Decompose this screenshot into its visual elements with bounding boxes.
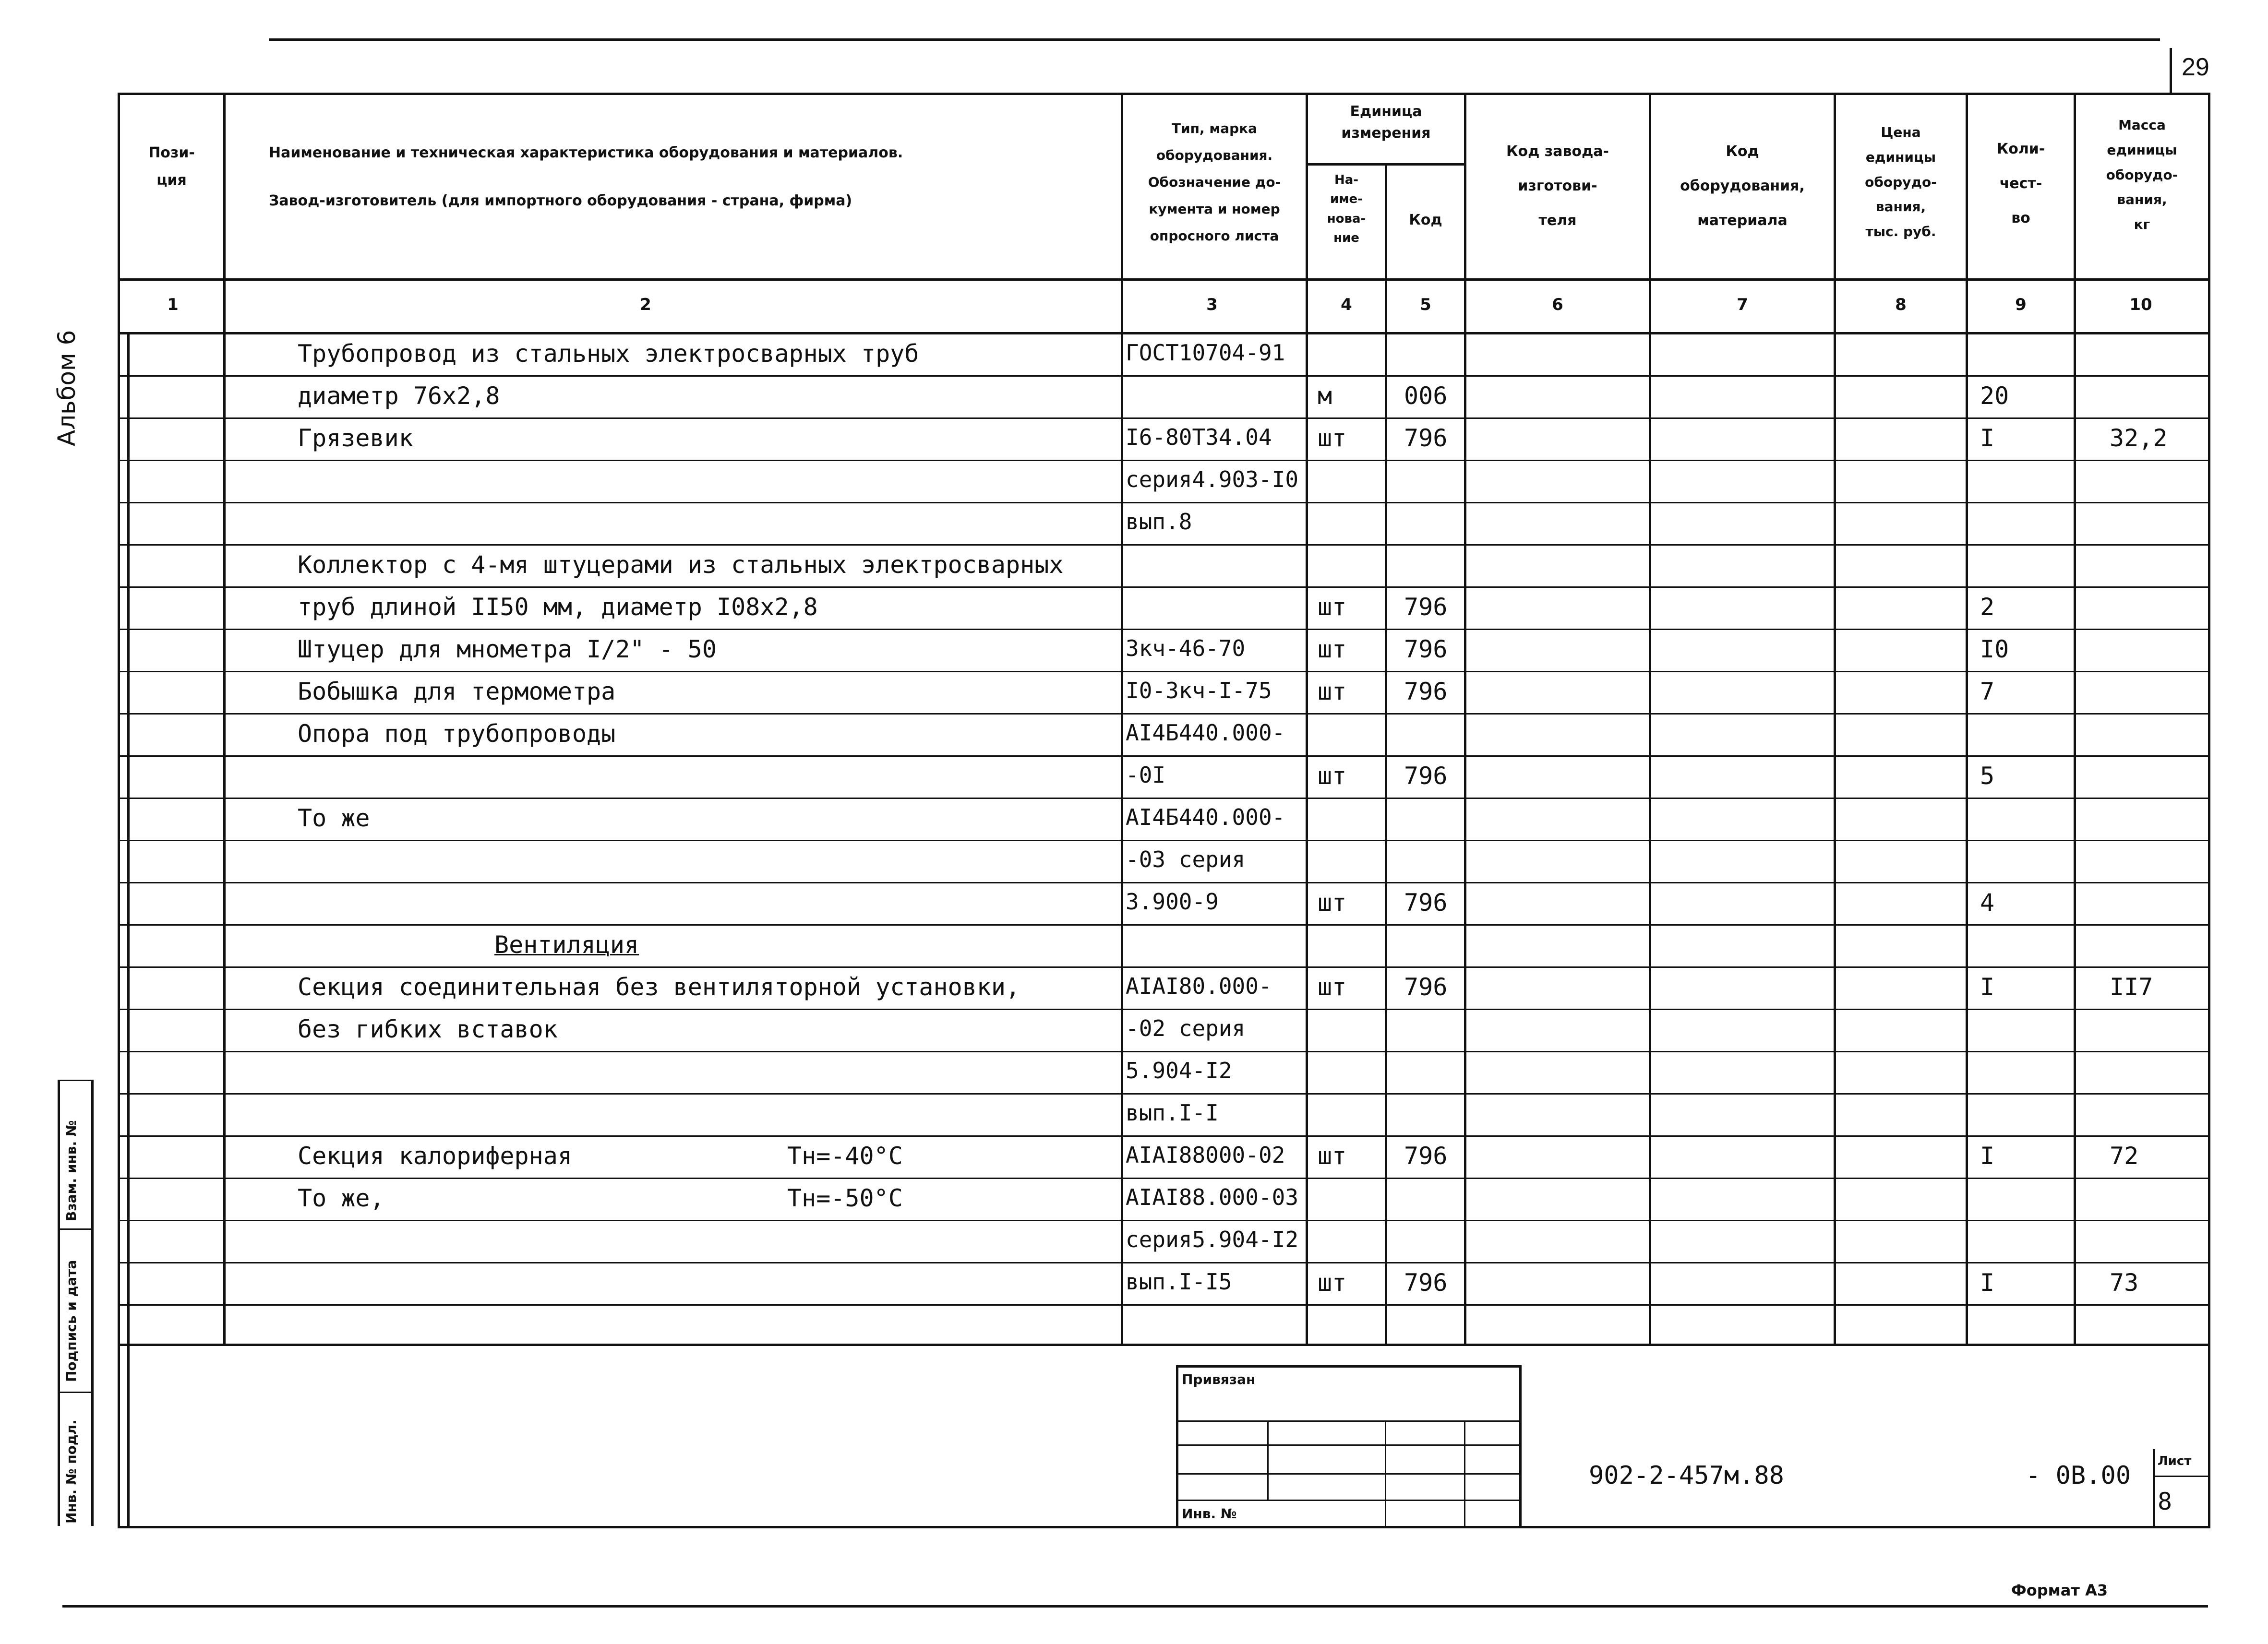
cell-type: АIАI88000-02 xyxy=(1126,1142,1285,1168)
col-number: 7 xyxy=(1737,295,1748,314)
cell-qty: I xyxy=(1980,424,1995,452)
hdr-quantity: Коли- чест- во xyxy=(1996,141,2045,226)
cell-type: 3.900-9 xyxy=(1126,889,1219,915)
cell-unit: шт xyxy=(1318,593,1347,621)
cell-unit: шт xyxy=(1318,762,1347,790)
cell-unit: шт xyxy=(1318,973,1347,1001)
cell-type: серия5.904-I2 xyxy=(1126,1227,1299,1252)
cell-type: ГОСТ10704-91 xyxy=(1126,340,1285,366)
hdr-position: Пози- ция xyxy=(148,144,195,189)
hdr-mass: Масса единицы оборудо- вания, кг xyxy=(2106,117,2178,233)
cell-type: АI4Б440.000- xyxy=(1126,804,1285,830)
hdr-name-line1: Наименование и техническая характеристика оборудования и материалов. xyxy=(269,144,903,161)
col-number: 1 xyxy=(167,295,179,314)
inv-podl-label: Инв. № подл. xyxy=(63,1419,79,1524)
cell-mass: 32,2 xyxy=(2110,424,2168,452)
cell-code: 796 xyxy=(1404,889,1448,917)
cell-name: Штуцер для мнометра I/2" - 50 xyxy=(298,635,717,663)
cell-qty: I xyxy=(1980,1269,1995,1297)
cell-type: 3кч-46-70 xyxy=(1126,635,1246,661)
page-number: 29 xyxy=(2182,53,2209,81)
cell-code: 796 xyxy=(1404,424,1448,452)
cell-mass: 72 xyxy=(2110,1142,2139,1170)
sheet-code: - 0В.00 xyxy=(2026,1461,2131,1490)
cell-unit: шт xyxy=(1318,889,1347,917)
hdr-unit-name: На- име- нова- ние xyxy=(1327,173,1366,245)
cell-name: Вентиляция xyxy=(494,931,639,959)
cell-name: труб длиной II50 мм, диаметр I08х2,8 xyxy=(298,593,818,621)
cell-code: 796 xyxy=(1404,1142,1448,1170)
list-number: 8 xyxy=(2158,1488,2172,1515)
hdr-name-line2: Завод-изготовитель (для импортного оборудования - страна, фирма) xyxy=(269,192,852,209)
doc-code: 902-2-457м.88 xyxy=(1589,1461,1784,1490)
hdr-type: Тип, марка оборудования. Обозначение до- кумента и номер опросного листа xyxy=(1148,120,1281,244)
inv-no-label: Инв. № xyxy=(1182,1506,1237,1522)
cell-unit: шт xyxy=(1318,1269,1347,1297)
cell-type: I0-3кч-I-75 xyxy=(1126,678,1272,703)
cell-type: серия4.903-I0 xyxy=(1126,466,1299,492)
cell-name: Бобышка для термометра xyxy=(298,678,616,705)
cell-unit: шт xyxy=(1318,1142,1347,1170)
cell-qty: 5 xyxy=(1980,762,1995,790)
cell-type: -03 серия xyxy=(1126,846,1246,872)
cell-qty: 4 xyxy=(1980,889,1995,917)
cell-type: АI4Б440.000- xyxy=(1126,720,1285,746)
col-number: 5 xyxy=(1420,295,1431,314)
col-number: 10 xyxy=(2129,295,2152,314)
cell-type: 5.904-I2 xyxy=(1126,1058,1232,1084)
cell-mass: II7 xyxy=(2110,973,2153,1001)
cell-temperature: Тн=-50°С xyxy=(787,1184,903,1212)
cell-type: I6-80Т34.04 xyxy=(1126,424,1272,450)
cell-unit: шт xyxy=(1318,424,1347,452)
cell-name: Секция соединительная без вентиляторной установки, xyxy=(298,973,1020,1001)
cell-code: 796 xyxy=(1404,593,1448,621)
cell-mass: 73 xyxy=(2110,1269,2139,1297)
vzam-inv-label: Взам. инв. № xyxy=(63,1120,79,1221)
col-number: 8 xyxy=(1895,295,1907,314)
album-label: Альбом 6 xyxy=(53,330,81,446)
cell-name: Опора под трубопроводы xyxy=(298,720,616,748)
cell-code: 796 xyxy=(1404,635,1448,663)
cell-type: -0I xyxy=(1126,762,1166,788)
privyazan-label: Привязан xyxy=(1182,1371,1256,1387)
col-number: 9 xyxy=(2015,295,2027,314)
cell-code: 796 xyxy=(1404,1269,1448,1297)
cell-qty: 2 xyxy=(1980,593,1995,621)
podpis-data-label: Подпись и дата xyxy=(63,1260,79,1382)
cell-name: без гибких вставок xyxy=(298,1015,558,1043)
cell-name: Грязевик xyxy=(298,424,413,452)
col-number: 3 xyxy=(1206,295,1218,314)
col-number: 4 xyxy=(1341,295,1352,314)
cell-qty: I xyxy=(1980,973,1995,1001)
cell-code: 796 xyxy=(1404,973,1448,1001)
cell-qty: I xyxy=(1980,1142,1995,1170)
cell-code: 796 xyxy=(1404,678,1448,705)
cell-qty: 20 xyxy=(1980,382,2009,410)
cell-unit: шт xyxy=(1318,635,1347,663)
cell-name: То же, xyxy=(298,1184,384,1212)
cell-name: Секция калориферная xyxy=(298,1142,572,1170)
cell-unit: м xyxy=(1318,382,1332,410)
cell-qty: I0 xyxy=(1980,635,2009,663)
cell-name: Трубопровод из стальных электросварных труб xyxy=(298,340,919,368)
cell-code: 796 xyxy=(1404,762,1448,790)
hdr-unit: Единица измерения xyxy=(1341,103,1431,142)
cell-name: То же xyxy=(298,804,370,832)
cell-type: АIАI80.000- xyxy=(1126,973,1272,999)
cell-qty: 7 xyxy=(1980,678,1995,705)
cell-temperature: Тн=-40°С xyxy=(787,1142,903,1170)
col-number: 2 xyxy=(640,295,651,314)
col-number: 6 xyxy=(1552,295,1563,314)
cell-type: АIАI88.000-03 xyxy=(1126,1184,1299,1210)
hdr-price: Цена единицы оборудо- вания, тыс. руб. xyxy=(1865,124,1937,240)
hdr-factory-code: Код завода- изготови- теля xyxy=(1506,143,1609,229)
cell-type: -02 серия xyxy=(1126,1015,1246,1041)
cell-unit: шт xyxy=(1318,678,1347,705)
hdr-equipment-code: Код оборудования, материала xyxy=(1680,143,1805,229)
cell-code: 006 xyxy=(1404,382,1448,410)
cell-type: вып.I-I xyxy=(1126,1100,1219,1126)
cell-type: вып.8 xyxy=(1126,509,1192,535)
hdr-unit-code: Код xyxy=(1409,212,1442,228)
cell-name: Коллектор с 4-мя штуцерами из стальных электросварных xyxy=(298,551,1064,579)
cell-name: диаметр 76х2,8 xyxy=(298,382,500,410)
list-label: Лист xyxy=(2158,1454,2192,1468)
cell-type: вып.I-I5 xyxy=(1126,1269,1232,1295)
format-label: Формат А3 xyxy=(2011,1581,2108,1599)
